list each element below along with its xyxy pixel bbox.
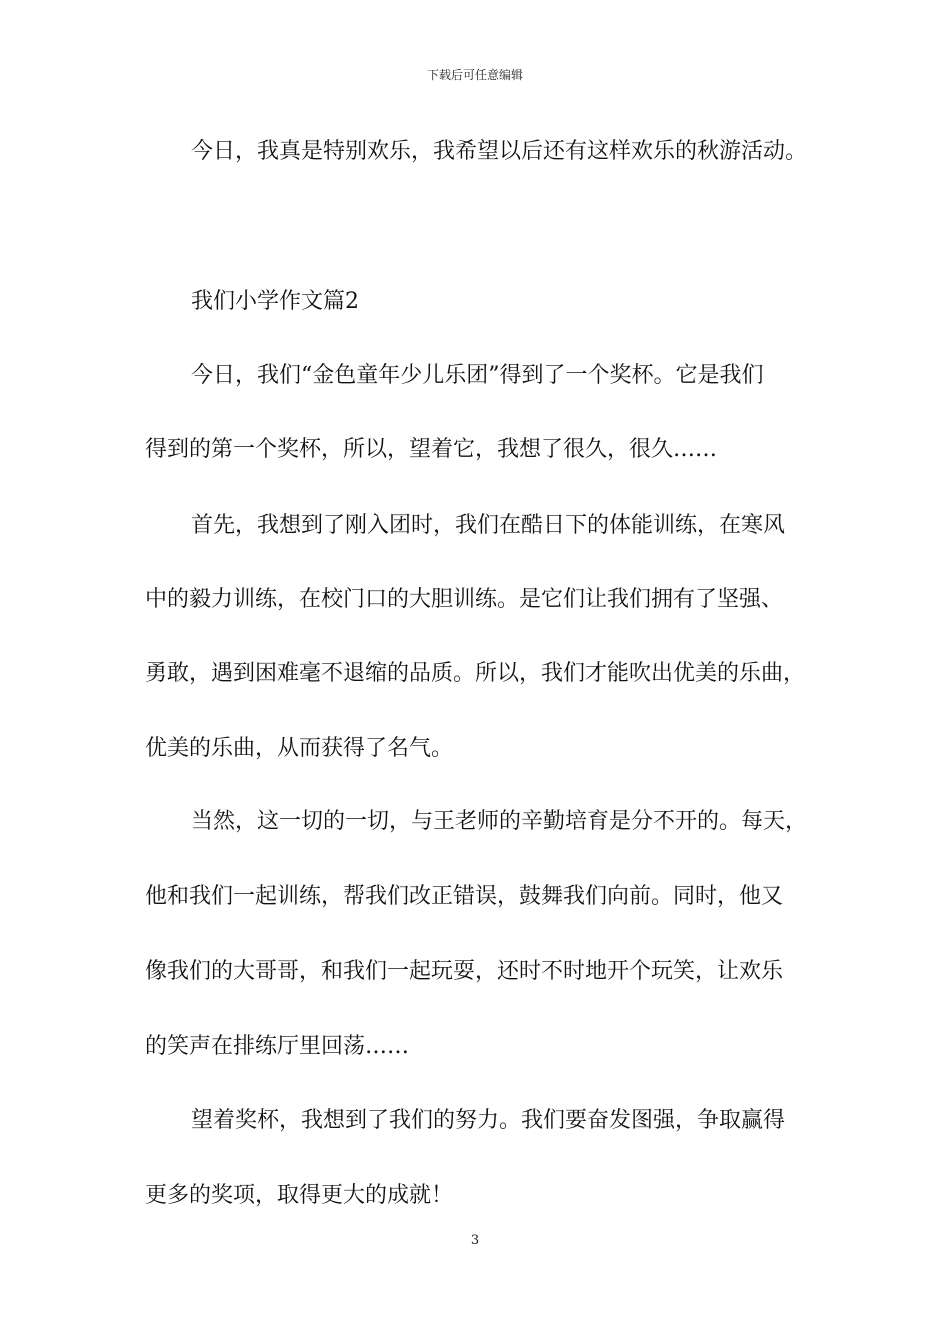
paragraph-line: 像我们的大哥哥，和我们一起玩耍，还时不时地开个玩笑，让欢乐 (145, 959, 784, 984)
page-number: 3 (470, 1233, 480, 1248)
paragraph-line: 勇敢，遇到困难毫不退缩的品质。所以，我们才能吹出优美的乐曲， (145, 661, 806, 686)
paragraph-line: 中的毅力训练，在校门口的大胆训练。是它们让我们拥有了坚强、 (145, 587, 784, 612)
paragraph-line: 的笑声在排练厅里回荡…… (145, 1034, 410, 1059)
paragraph-line: 得到的第一个奖杯，所以，望着它，我想了很久，很久…… (145, 437, 718, 462)
section-heading: 我们小学作文篇2 (191, 289, 359, 314)
paragraph-line: 首先，我想到了刚入团时，我们在酷日下的体能训练，在寒风 (191, 513, 786, 538)
paragraph-line: 望着奖杯，我想到了我们的努力。我们要奋发图强，争取赢得 (191, 1108, 786, 1133)
paragraph-line: 今日，我真是特别欢乐，我希望以后还有这样欢乐的秋游活动。 (191, 139, 808, 164)
paragraph-line: 今日，我们“金色童年少儿乐团”得到了一个奖杯。它是我们 (191, 363, 764, 388)
paragraph-line: 他和我们一起训练，帮我们改正错误，鼓舞我们向前。同时，他又 (145, 884, 784, 909)
paragraph-line: 当然，这一切的一切，与王老师的辛勤培育是分不开的。每天， (191, 809, 808, 834)
paragraph-line: 更多的奖项，取得更大的成就！ (145, 1183, 454, 1208)
page-header: 下载后可任意编辑 (426, 68, 523, 82)
paragraph-line: 优美的乐曲，从而获得了名气。 (145, 736, 454, 761)
